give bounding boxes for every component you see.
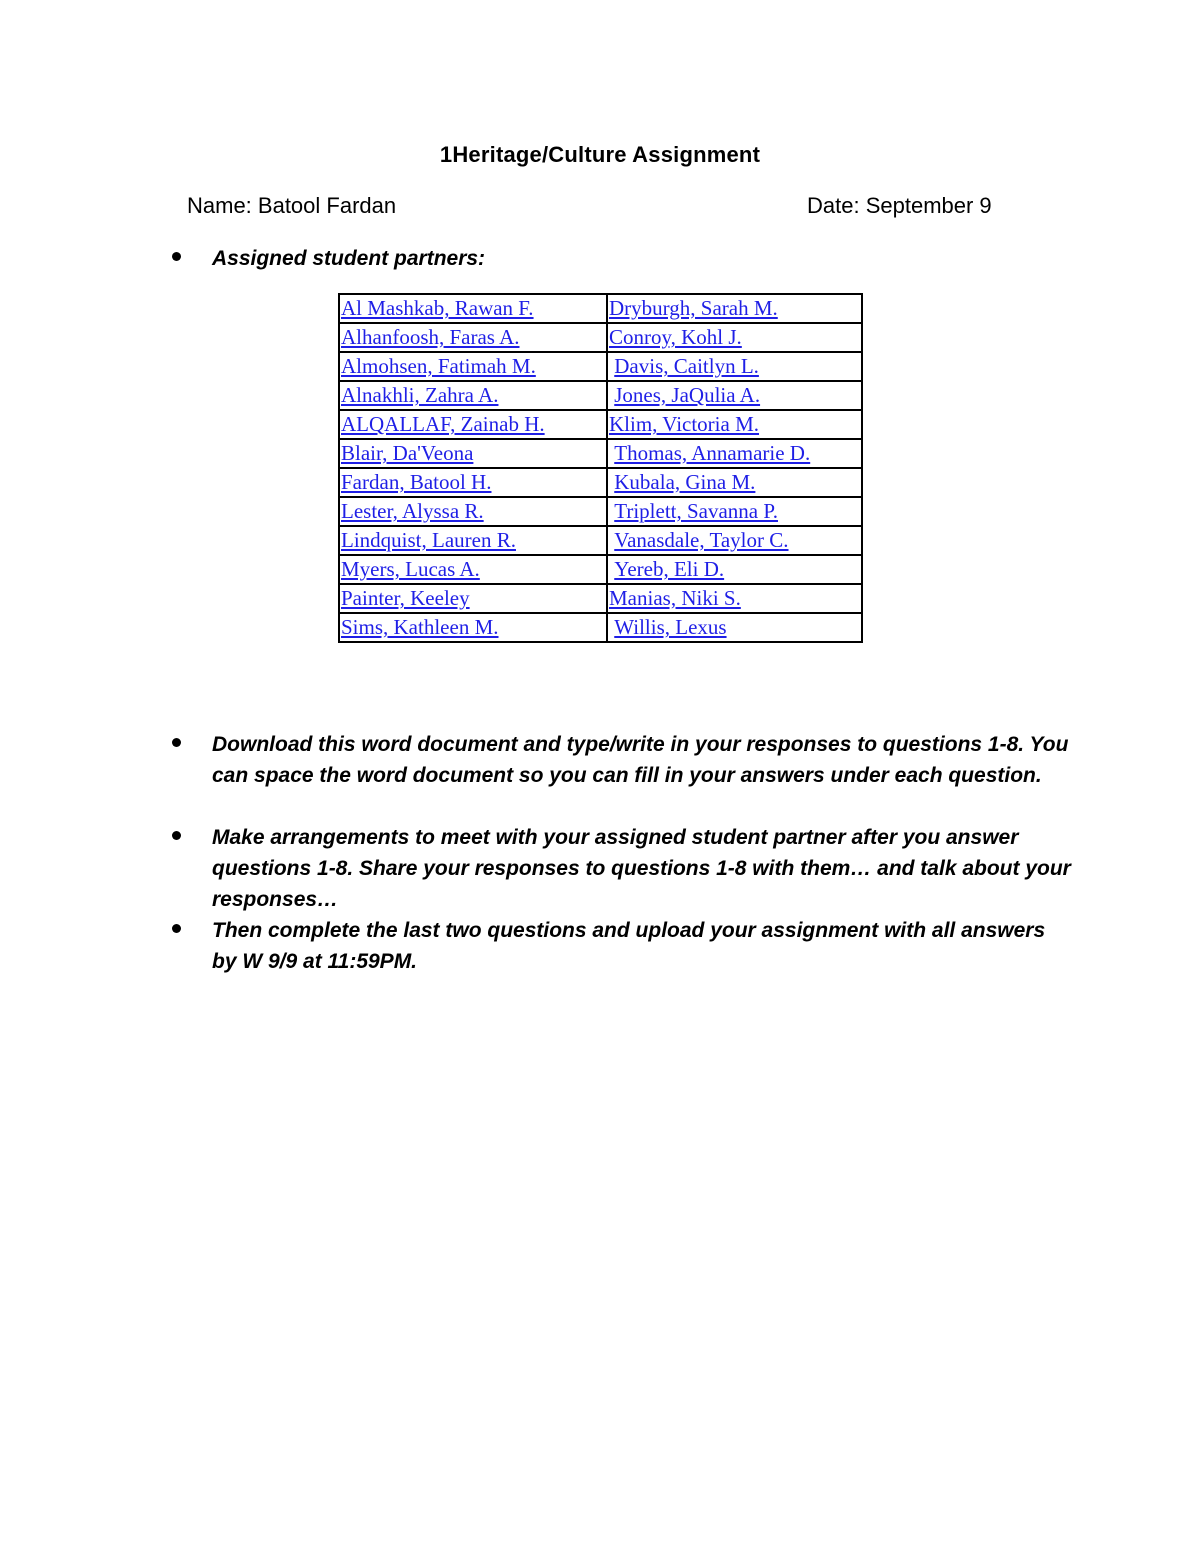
instruction-item: Make arrangements to meet with your assigned student partner after you answer questions 1-8. Share your responses to questions 1-8 with them… and talk about your responses… xyxy=(212,826,1071,911)
student-name: Name: Batool Fardan xyxy=(187,193,397,218)
table-row xyxy=(339,323,862,352)
partner-link[interactable]: Lester, Alyssa R. xyxy=(341,499,484,523)
partner-cell xyxy=(607,584,862,613)
partner-cell xyxy=(607,497,862,526)
table-row xyxy=(339,555,862,584)
partner-link[interactable]: Blair, Da'Veona xyxy=(341,441,474,465)
table-row xyxy=(339,613,862,642)
partner-cell xyxy=(339,613,607,642)
table-row xyxy=(339,497,862,526)
partner-link[interactable]: Fardan, Batool H. xyxy=(341,470,492,494)
partner-link[interactable]: Painter, Keeley xyxy=(341,586,470,610)
partner-cell xyxy=(339,526,607,555)
assignment-date: Date: September 9 xyxy=(807,193,992,218)
partner-cell xyxy=(607,323,862,352)
partner-cell xyxy=(339,410,607,439)
partner-cell xyxy=(339,323,607,352)
table-row xyxy=(339,439,862,468)
partner-cell xyxy=(607,294,862,323)
instruction-item: Download this word document and type/write in your responses to questions 1-8. You can space the word document so you can fill in your answers under each question. xyxy=(212,733,1069,787)
partner-link[interactable]: Conroy, Kohl J. xyxy=(609,325,742,349)
partner-link[interactable]: Kubala, Gina M. xyxy=(614,470,756,494)
document-title: 1Heritage/Culture Assignment xyxy=(439,142,761,167)
table-row xyxy=(339,584,862,613)
table-row xyxy=(339,294,862,323)
table-row xyxy=(339,468,862,497)
partner-link[interactable]: Davis, Caitlyn L. xyxy=(614,354,759,378)
partner-cell xyxy=(339,352,607,381)
bullet-icon xyxy=(172,822,186,853)
partner-link[interactable]: Myers, Lucas A. xyxy=(341,557,480,581)
partner-cell xyxy=(339,555,607,584)
table-row xyxy=(339,352,862,381)
bullet-icon xyxy=(172,729,186,760)
partner-cell xyxy=(339,294,607,323)
partner-link[interactable]: Lindquist, Lauren R. xyxy=(341,528,516,552)
partner-link[interactable]: Vanasdale, Taylor C. xyxy=(614,528,789,552)
table-row xyxy=(339,410,862,439)
partner-cell xyxy=(607,352,862,381)
bullet-icon xyxy=(172,915,186,946)
partner-cell xyxy=(339,381,607,410)
partner-link[interactable]: Thomas, Annamarie D. xyxy=(614,441,811,465)
partner-link[interactable]: Alnakhli, Zahra A. xyxy=(341,383,499,407)
partner-link[interactable]: Yereb, Eli D. xyxy=(614,557,725,581)
partner-cell xyxy=(607,613,862,642)
partner-cell xyxy=(339,468,607,497)
partner-link[interactable]: Alhanfoosh, Faras A. xyxy=(341,325,520,349)
partner-cell xyxy=(607,526,862,555)
partner-link[interactable]: Sims, Kathleen M. xyxy=(341,615,499,639)
partner-cell xyxy=(339,497,607,526)
instruction-item: Then complete the last two questions and upload your assignment with all answers by W 9/9 at 11:59PM. xyxy=(212,919,1046,973)
partner-link[interactable]: Triplett, Savanna P. xyxy=(614,499,778,523)
partner-link[interactable]: Al Mashkab, Rawan F. xyxy=(341,296,534,320)
partner-cell xyxy=(607,555,862,584)
partner-link[interactable]: ALQALLAF, Zainab H. xyxy=(341,412,545,436)
partner-cell xyxy=(607,410,862,439)
partner-link[interactable]: Dryburgh, Sarah M. xyxy=(609,296,778,320)
partner-link[interactable]: Manias, Niki S. xyxy=(609,586,741,610)
partner-cell xyxy=(339,439,607,468)
bullet-icon xyxy=(172,243,186,274)
partners-table xyxy=(338,293,863,643)
partner-link[interactable]: Almohsen, Fatimah M. xyxy=(341,354,536,378)
table-row xyxy=(339,381,862,410)
partner-cell xyxy=(607,468,862,497)
partner-link[interactable]: Klim, Victoria M. xyxy=(609,412,760,436)
partner-cell xyxy=(339,584,607,613)
partner-cell xyxy=(607,381,862,410)
partner-link[interactable]: Willis, Lexus xyxy=(614,615,727,639)
partner-cell xyxy=(607,439,862,468)
partner-link[interactable]: Jones, JaQulia A. xyxy=(614,383,761,407)
table-row xyxy=(339,526,862,555)
partners-heading: Assigned student partners: xyxy=(212,247,486,270)
